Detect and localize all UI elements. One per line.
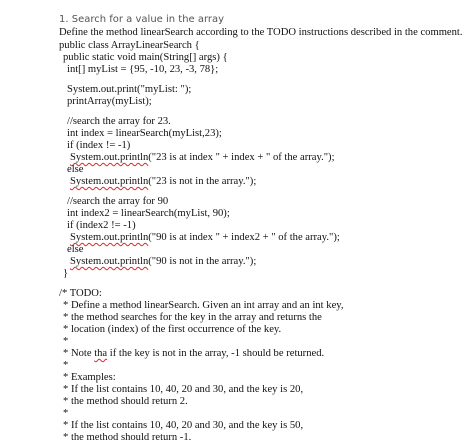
code-println-args: ("90 is at index " + index2 + " of the array."); bbox=[148, 232, 340, 243]
code-print-array: printArray(myList); bbox=[67, 96, 152, 107]
section-heading: 1. Search for a value in the array bbox=[59, 14, 225, 25]
todo-line: * Examples: bbox=[63, 372, 116, 383]
code-println-args: ("90 is not in the array."); bbox=[148, 256, 257, 267]
code-println-args: ("23 is at index " + index + " of the array."); bbox=[148, 152, 335, 163]
code-println-found-23 bbox=[70, 152, 335, 164]
code-else: else bbox=[67, 244, 84, 255]
instruction-text: Define the method linearSearch according to the TODO instructions described in the comment. bbox=[59, 27, 463, 38]
code-close-brace: } bbox=[63, 268, 69, 279]
todo-note-prefix: * Note bbox=[63, 348, 95, 359]
todo-line: * the method should return 2. bbox=[63, 396, 188, 407]
code-println-notfound-23 bbox=[70, 176, 256, 188]
spellcheck-underlined-word: tha bbox=[94, 348, 108, 359]
todo-line: * bbox=[63, 408, 69, 419]
todo-line: * the method searches for the key in the array and returns the bbox=[63, 312, 322, 323]
todo-line: * location (index) of the first occurrence of the key. bbox=[63, 324, 282, 335]
code-main-declaration: public static void main(String[] args) { bbox=[63, 52, 228, 63]
todo-line: * Define a method linearSearch. Given an int array and an int key, bbox=[63, 300, 344, 311]
todo-line: * bbox=[63, 360, 69, 371]
spellcheck-underlined-println: System.out.println bbox=[70, 176, 149, 187]
code-println-notfound-90 bbox=[70, 256, 256, 268]
code-print-label: System.out.print("myList: "); bbox=[67, 84, 192, 95]
todo-line: * If the list contains 10, 40, 20 and 30, and the key is 20, bbox=[63, 384, 304, 395]
todo-line: * bbox=[63, 336, 69, 347]
todo-note-line bbox=[63, 348, 324, 360]
spellcheck-underlined-println: System.out.println bbox=[70, 152, 149, 163]
code-comment-search-90: //search the array for 90 bbox=[67, 196, 169, 207]
code-index-declaration: int index = linearSearch(myList,23); bbox=[67, 128, 222, 139]
code-class-declaration: public class ArrayLinearSearch { bbox=[59, 40, 200, 51]
code-println-found-90 bbox=[70, 232, 340, 244]
code-comment-search-23: //search the array for 23. bbox=[67, 116, 171, 127]
todo-note-rest: if the key is not in the array, -1 should be returned. bbox=[107, 348, 325, 359]
spellcheck-underlined-println: System.out.println bbox=[70, 232, 149, 243]
todo-line-clipped: * the method should return -1. bbox=[63, 432, 192, 443]
todo-line: * If the list contains 10, 40, 20 and 30, and the key is 50, bbox=[63, 420, 304, 431]
code-println-args: ("23 is not in the array."); bbox=[148, 176, 257, 187]
code-index2-declaration: int index2 = linearSearch(myList, 90); bbox=[67, 208, 230, 219]
code-array-declaration: int[] myList = {95, -10, 23, -3, 78}; bbox=[67, 64, 219, 75]
code-else: else bbox=[67, 164, 84, 175]
todo-comment-open: /* TODO: bbox=[59, 288, 102, 299]
code-if-index2: if (index2 != -1) bbox=[67, 220, 136, 231]
code-if-index: if (index != -1) bbox=[67, 140, 131, 151]
spellcheck-underlined-println: System.out.println bbox=[70, 256, 149, 267]
